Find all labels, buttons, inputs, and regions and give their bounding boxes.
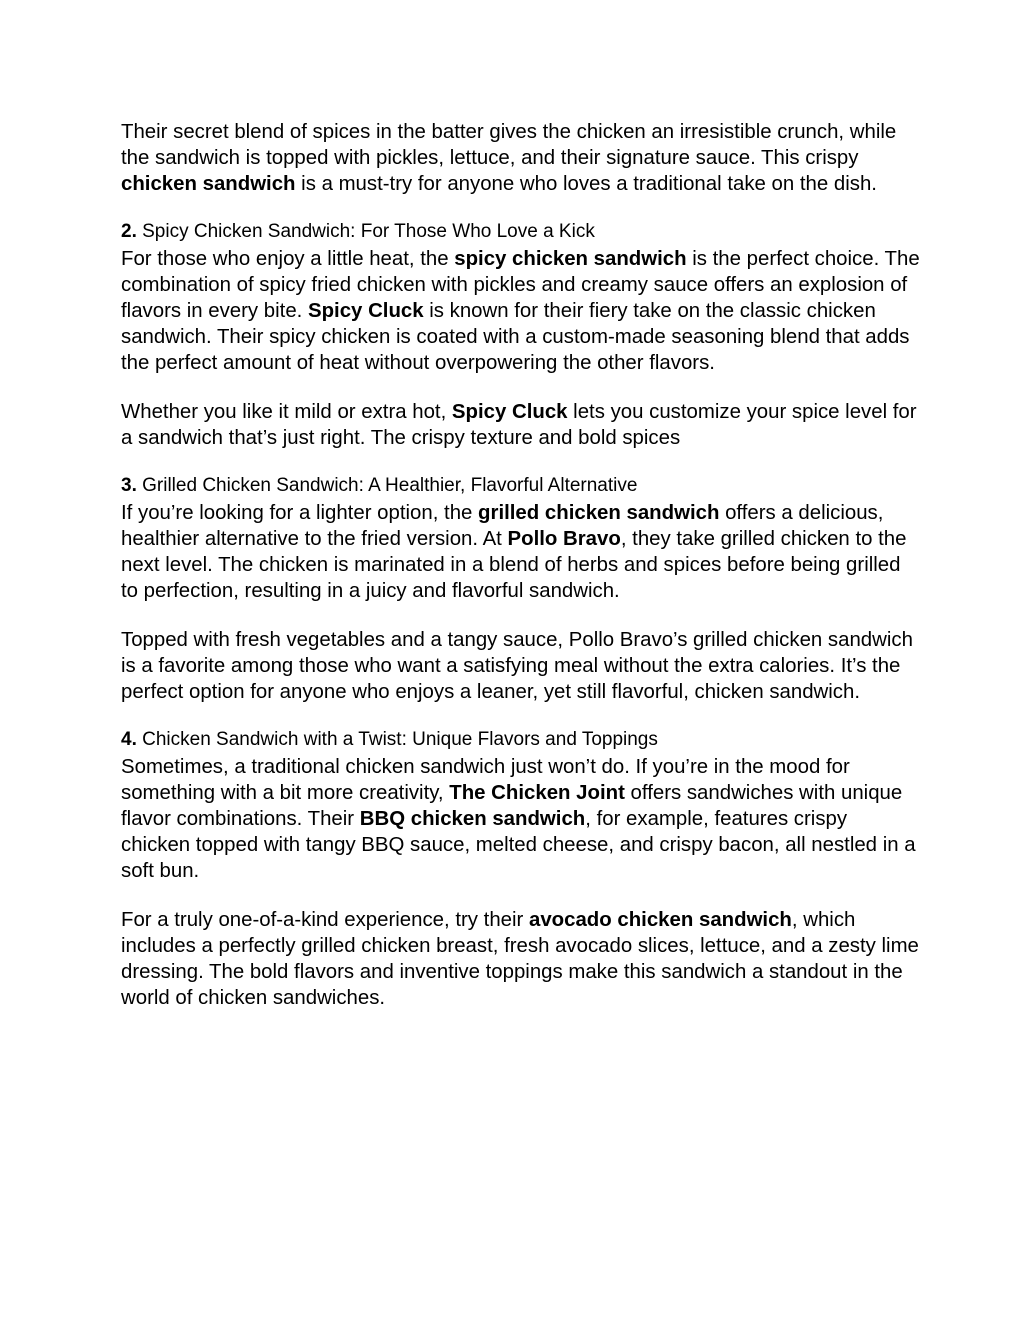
- bold-term: Spicy Cluck: [451, 401, 568, 423]
- bold-term: avocado chicken sandwich: [528, 909, 792, 931]
- bold-term: Pollo Bravo: [507, 528, 621, 550]
- section-number: 3.: [121, 475, 137, 496]
- bold-term: grilled chicken sandwich: [478, 502, 720, 524]
- section-number: 2.: [121, 221, 137, 242]
- text: , which includes a perfectly grilled chicken breast, fresh avocado slices, lettuce, and a zesty lime dressing. The bold flavors and inventive toppings make this sandwich a standout in the world of chicken sandwiches.: [121, 909, 919, 1009]
- section-number: 4.: [121, 729, 137, 750]
- section-title: Chicken Sandwich with a Twist: Unique Flavors and Toppings: [136, 729, 658, 750]
- paragraph-grilled-toppings: [121, 627, 921, 705]
- text: is the perfect choice. The combination of spicy fried chicken with pickles and creamy sauce offers an explosion of flavors in every bite.: [121, 248, 920, 322]
- text: Their secret blend of spices in the batter gives the chicken an irresistible crunch, while the sandwich is topped with pickles, lettuce, and their signature sauce. This crispy: [121, 121, 897, 169]
- text: is a must-try for anyone who loves a traditional take on the dish.: [295, 173, 877, 195]
- text: lets you customize your spice level for a sandwich that’s just right. The crispy texture and bold spices: [121, 401, 917, 449]
- text: offers sandwiches with unique flavor combinations. Their: [121, 782, 903, 830]
- paragraph-spicy-intro: [121, 246, 921, 376]
- section-title: Grilled Chicken Sandwich: A Healthier, Flavorful Alternative: [136, 475, 638, 496]
- section-heading-twist: [121, 728, 921, 752]
- bold-term: BBQ chicken sandwich: [359, 808, 586, 830]
- text: offers a delicious, healthier alternative to the fried version. At: [121, 502, 884, 550]
- text: , for example, features crispy chicken topped with tangy BBQ sauce, melted cheese, and crispy bacon, all nestled in a soft bun.: [121, 808, 916, 882]
- section-heading-grilled: [121, 474, 921, 498]
- text: If you’re looking for a lighter option, the: [121, 502, 479, 524]
- bold-term: spicy chicken sandwich: [454, 248, 687, 270]
- text: For a truly one-of-a-kind experience, try their: [121, 909, 529, 931]
- paragraph-twist-intro: [121, 754, 921, 884]
- paragraph-avocado: [121, 907, 921, 1011]
- section-title: Spicy Chicken Sandwich: For Those Who Love a Kick: [136, 221, 595, 242]
- text: , they take grilled chicken to the next level. The chicken is marinated in a blend of herbs and spices before being grilled to perfection, resulting in a juicy and flavorful sandwich.: [121, 528, 907, 602]
- section-heading-spicy: [121, 220, 921, 244]
- paragraph-classic-sandwich: [121, 119, 921, 197]
- bold-term: The Chicken Joint: [449, 782, 625, 804]
- paragraph-grilled-intro: [121, 500, 921, 604]
- bold-term: Spicy Cluck: [308, 300, 424, 322]
- text: Topped with fresh vegetables and a tangy sauce, Pollo Bravo’s grilled chicken sandwich is a favorite among those who want a satisfying meal without the extra calories. It’s the perfect option for anyone who enjoys a leaner, yet still flavorful, chicken sandwich.: [121, 629, 913, 703]
- text: is known for their fiery take on the classic chicken sandwich. Their spicy chicken is coated with a custom-made seasoning blend that adds the perfect amount of heat without overpowering the other flavors.: [121, 300, 910, 374]
- paragraph-spicy-level: [121, 399, 921, 451]
- text: Whether you like it mild or extra hot,: [121, 401, 452, 423]
- text: For those who enjoy a little heat, the: [121, 248, 455, 270]
- bold-term: chicken sandwich: [121, 173, 296, 195]
- document-page: [121, 119, 921, 1034]
- text: Sometimes, a traditional chicken sandwich just won’t do. If you’re in the mood for something with a bit more creativity,: [121, 756, 850, 804]
